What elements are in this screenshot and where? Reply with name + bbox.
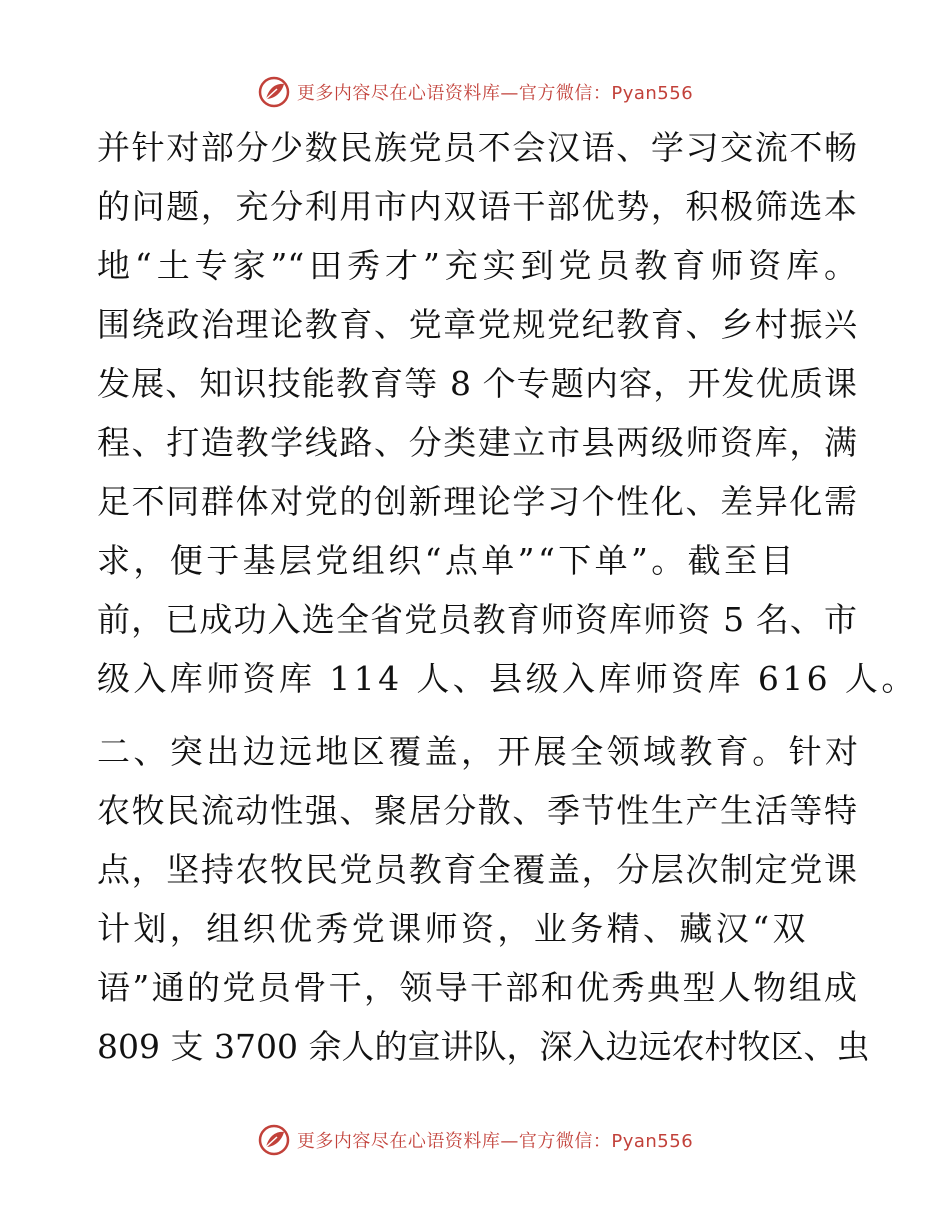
text-line: 二、突出边远地区覆盖，开展全领域教育。针对 [97, 732, 862, 771]
text-line: 级入库师资库 114 人、县级入库师资库 616 人。 [97, 659, 918, 698]
text-line: 语”通的党员骨干，领导干部和优秀典型人物组成 [97, 968, 857, 1007]
text-line: 程、打造教学线路、分类建立市县两级师资库，满 [97, 423, 857, 462]
text-line: 809 支 3700 余人的宣讲队，深入边远农村牧区、虫 [97, 1027, 870, 1066]
paragraph-2 [97, 722, 870, 1076]
text-line: 求，便于基层党组织“点单”“下单”。截至目 [97, 541, 797, 580]
text-line: 点，坚持农牧民党员教育全覆盖，分层次制定党课 [97, 850, 857, 889]
text-line: 围绕政治理论教育、党章党规党纪教育、乡村振兴 [97, 305, 857, 344]
text-line: 前，已成功入选全省党员教育师资库师资 5 名、市 [97, 600, 857, 639]
text-line: 足不同群体对党的创新理论学习个性化、差异化需 [97, 482, 857, 521]
text-line: 并针对部分少数民族党员不会汉语、学习交流不畅 [97, 128, 857, 167]
leaf-logo-icon [257, 1123, 291, 1157]
leaf-logo-icon [257, 75, 291, 109]
watermark-text: 更多内容尽在心语资料库—官方微信：Pyan556 [296, 1131, 694, 1152]
header-watermark [0, 72, 950, 112]
text-line: 地“土专家”“田秀才”充实到党员教育师资库。 [97, 246, 857, 285]
footer-watermark [0, 1120, 950, 1160]
text-line: 计划，组织优秀党课师资，业务精、藏汉“双 [97, 909, 809, 948]
text-line: 农牧民流动性强、聚居分散、季节性生产生活等特 [97, 791, 857, 830]
text-line: 的问题，充分利用市内双语干部优势，积极筛选本 [97, 187, 857, 226]
watermark-text: 更多内容尽在心语资料库—官方微信：Pyan556 [296, 83, 694, 104]
document-body [97, 118, 918, 1076]
paragraph-1 [97, 118, 918, 708]
text-line: 发展、知识技能教育等 8 个专题内容，开发优质课 [97, 364, 857, 403]
